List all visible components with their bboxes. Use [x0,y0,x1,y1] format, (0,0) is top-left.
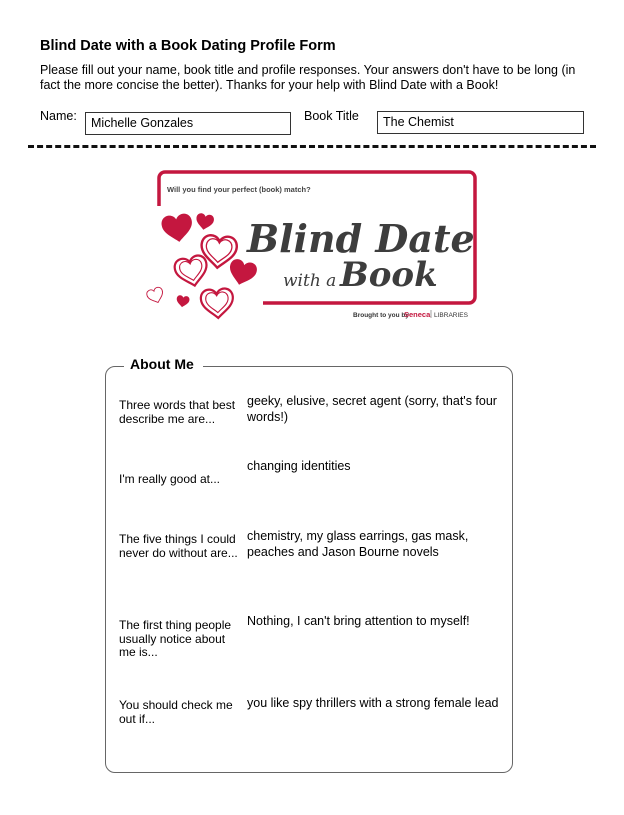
logo-title-line1: Blind Date [247,216,475,261]
logo-credit-suffix: LIBRARIES [434,312,468,319]
question-five-things: The five things I could never do without are... [119,532,238,560]
blind-date-logo [143,170,478,325]
hearts-icon [143,206,263,325]
name-field[interactable]: Michelle Gonzales [85,112,291,135]
question-three-words: Three words that best describe me are... [119,398,236,426]
form-title: Blind Date with a Book Dating Profile Form [40,38,336,54]
book-title-label: Book Title [304,109,359,123]
logo-tagline: Will you find your perfect (book) match? [167,185,311,194]
cut-line-divider [28,145,596,148]
logo-credit-brand: Seneca [404,310,431,319]
logo-title-line2: with a [283,271,337,291]
answer-three-words[interactable]: geeky, elusive, secret agent (sorry, that's four words!) [247,394,497,424]
answer-good-at[interactable]: changing identities [247,459,351,473]
answer-first-notice[interactable]: Nothing, I can't bring attention to myself! [247,614,470,628]
question-good-at: I'm really good at... [119,472,221,486]
logo-title-line3: Book [340,255,438,295]
answer-check-me-out[interactable]: you like spy thrillers with a strong female lead [247,696,499,710]
question-first-notice: The first thing people usually notice about me is... [119,618,232,659]
about-me-heading: About Me [124,356,203,372]
answer-five-things[interactable]: chemistry, my glass earrings, gas mask, peaches and Jason Bourne novels [247,529,469,559]
question-check-me-out: You should check me out if... [119,698,233,726]
logo-credit-prefix: Brought to you by [353,312,409,319]
book-title-field[interactable]: The Chemist [377,111,584,134]
form-instructions: Please fill out your name, book title and profile responses. Your answers don't have to be long (in fact the more concise the better). Thanks for your help with Blind Date with a Book! [40,63,576,92]
name-label: Name: [40,109,77,123]
